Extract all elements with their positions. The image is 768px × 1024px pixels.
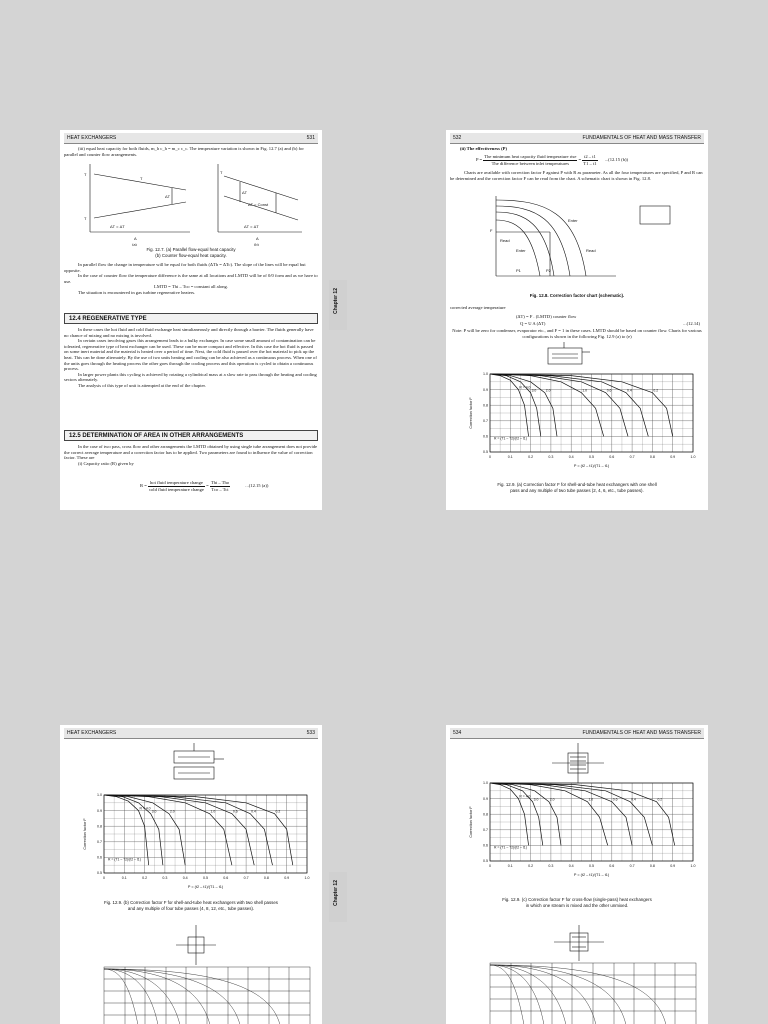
x-tick-label: 0.1: [507, 455, 513, 459]
series-label: 3.0: [533, 797, 539, 802]
series-label: 1.0: [582, 388, 588, 393]
x-tick-label: 0.6: [609, 455, 615, 459]
svg-text:T: T: [84, 216, 87, 221]
page-number: 534: [453, 730, 462, 736]
y-tick-label: 0.9: [483, 387, 488, 392]
x-tick-label: 0.7: [243, 876, 249, 880]
x-tick-label: 0.5: [203, 876, 208, 880]
series-label: 0.2: [653, 388, 659, 393]
svg-text:ΔT: ΔT: [165, 194, 171, 199]
x-tick-label: 0.1: [121, 876, 127, 880]
x-tick-label: 0.4: [568, 864, 574, 868]
y-tick-label: 0.8: [483, 403, 488, 408]
page-header: [64, 728, 318, 739]
series-label: 2.0: [545, 388, 551, 393]
fig-12-9b-chart: [80, 791, 315, 891]
body-text-1: In parallel flow the change in temperature will be equal for both fluids (ΔTh = ΔTc). The slope of the lines will be equal but opposite. In the case of counter flow the temperature difference is the same at all locations and LMTD will be of 0/0 form and as we have to use. LMTD = Thi – Tco = constant all along. The situation is encountered in gas turbine regenerative heaters.: [64, 262, 318, 295]
x-tick-label: 0.5: [589, 864, 594, 868]
series-label: 2.0: [549, 797, 555, 802]
section-12-4-text: In these cases the hot fluid and cold fluid exchange heat simultaneously and directly through a barrier. The fluids generally have no chance of mixing and no mixing is involved. In certain cases involving gases this arrangement leads to a bulky exchanger. In case some small amount of contamination can be tolerated, regenerative type of heat exchanger can be used. These can be more compact and effective. In this case the hot fluid is passed on some inert material and the material is heated over a period of time. Next, the cold fluid is passed over the hot material to pick up the heat. This can be done alternately. By the use of two units heating and cooling can be also achieved as a continuous process. When one of the units goes through the heating process the other goes through the cooling process and this operation is cycled to obtain a continuous process. In larger power plants this cycling is achieved by rotating a cylindrical mass at a slow rate to pass through the heating and cooling sectors alternately. The analysis of this type of unit is attempted at the end of the chapter.: [64, 327, 317, 388]
series-label: 0.6: [606, 388, 612, 393]
y-tick-label: 0.9: [97, 808, 102, 813]
x-tick-label: 0.3: [162, 876, 168, 880]
cross-flow-icon-a: [176, 925, 216, 965]
page-534: [446, 725, 708, 1024]
equation-Q: Q = U A (ΔT): [520, 321, 546, 326]
schem-p1: P1: [516, 268, 521, 273]
section-12-4: 12.4 REGENERATIVE TYPE: [64, 313, 318, 324]
series-label: 2.0: [169, 809, 175, 814]
x-tick-label: 0.2: [528, 864, 534, 868]
chapter-tab: Chapter 12: [329, 280, 347, 330]
equation-Q-number: ...(12.14): [683, 321, 700, 326]
y-tick-label: 0.9: [483, 796, 488, 801]
x-tick-label: 0.4: [182, 876, 188, 880]
series-label: 0.2: [657, 797, 663, 802]
fig-12-9a-caption: Fig. 12.9. (a) Correction factor F for shell-and-tube heat exchangers with one shell pass and any multiple of two tube passes (2, 4, 6, etc., tube passes).: [497, 482, 657, 493]
y-tick-label: 1.0: [483, 372, 488, 377]
schem-read-2: Read: [586, 248, 596, 253]
x-tick-label: 0.5: [589, 455, 594, 459]
header-right: FUNDAMENTALS OF HEAT AND MASS TRANSFER: [582, 135, 701, 141]
x-tick-label: 0.9: [670, 864, 676, 868]
y-tick-label: 0.6: [483, 843, 488, 848]
r-parameter-label: R = (T1 – T2)/(t2 – t1): [108, 857, 141, 862]
effectiveness-heading: (ii) The effectiveness (P): [460, 146, 507, 151]
fig-axis-b: A: [256, 236, 259, 241]
fig-axis-a: A: [134, 236, 137, 241]
fig-12-9c-chart: [466, 779, 701, 879]
page-number: 533: [306, 730, 315, 736]
schem-f: F: [490, 228, 493, 233]
y-tick-label: 0.6: [97, 855, 102, 860]
fig-12-9-partial-chart-1: [100, 965, 315, 1024]
y-tick-label: 1.0: [97, 793, 102, 798]
y-axis-label: Correction factor F: [469, 397, 473, 429]
series-line: [104, 795, 273, 865]
schem-read-1: Read: [500, 238, 510, 243]
r-parameter-label: R = (T1 – T2)/(t2 – t1): [494, 436, 527, 441]
y-axis-label: Correction factor F: [83, 818, 87, 850]
schem-p2: P2: [546, 268, 551, 273]
y-tick-label: 0.7: [97, 840, 102, 844]
y-axis-label: Correction factor F: [469, 806, 473, 838]
series-label: 0.2: [275, 809, 281, 814]
cross-flow-icon-b: [552, 743, 604, 783]
x-tick-label: 0.3: [548, 455, 554, 459]
section-12-5-text: In the case of two pass, cross flow and other arrangements the LMTD obtained by using single tube arrangement does not provide the correct average temperature and a correction factor has to be applied. Two parameters are found to influence the value of correction factor. These are (i) Capacity ratio (R) given by: [64, 444, 318, 466]
y-tick-label: 0.5: [97, 871, 102, 876]
r-parameter-label: R = (T1 – T2)/(t2 – t1): [494, 845, 527, 850]
fig-12-9c-caption: Fig. 12.9. (c) Correction factor F for cross-flow (single-pass) heat exchangers in which one stream is mixed and the other unmixed.: [502, 897, 652, 908]
svg-text:T: T: [84, 172, 87, 177]
page-531: [60, 130, 322, 510]
series-label: 0.4: [631, 797, 636, 802]
fig-label-a: (a): [132, 242, 137, 246]
x-tick-label: 0: [489, 455, 491, 459]
series-label: R = 4.0: [139, 806, 151, 811]
schem-enter-2: Enter: [568, 218, 578, 223]
series-label: 0.4: [251, 809, 256, 814]
fig-12-9-partial-chart-2: [486, 961, 701, 1024]
equation-R: R = $\frac{\text{hot fluid temperature change}}{\text{cold fluid temperature change}}$ = $\frac{\text{Thi – Tho}}{\text{Tco – Tci}}$ ...(12.15 (a)): [140, 480, 269, 492]
note-text: Note: P will be zero for condenser, evaporator etc., and F = 1 in these cases. LMTD should be based on counter flow. Charts for various configurations is shown in the following Fig. 12.9 (a) to (e): [452, 328, 702, 339]
x-tick-label: 0.9: [284, 876, 290, 880]
fig-label-b: (b): [254, 242, 259, 246]
fig-const-label: ΔT = Const: [248, 202, 269, 207]
fig-12-7-diagram: [80, 160, 310, 246]
svg-text:ΔT: ΔT: [242, 190, 248, 195]
equation-P: P = $\frac{\text{The minimum heat capacity fluid temperature rise}}{\text{The difference between inlet temperatures}}$ = $\frac{t2 - t1}{T1 - t1}$ ...(12.15 (b)): [476, 154, 629, 166]
series-label: R = 4.0: [519, 385, 531, 390]
header-right: FUNDAMENTALS OF HEAT AND MASS TRANSFER: [582, 730, 701, 736]
equation-dT: (ΔT) = F . (LMTD) counter flow: [516, 314, 577, 319]
y-tick-label: 0.7: [483, 419, 488, 423]
y-tick-label: 0.5: [483, 859, 488, 864]
series-label: 3.0: [151, 809, 157, 814]
fig-12-7-caption: Fig. 12.7. (a) Parallel flow-equal heat capacity (b) Counter flow-equal heat capacity.: [146, 247, 236, 258]
x-tick-label: 0.2: [142, 876, 148, 880]
page-number: 531: [306, 135, 315, 141]
x-tick-label: 0: [103, 876, 105, 880]
shell-tube-icon-a: [544, 342, 594, 370]
x-tick-label: 1.0: [304, 876, 310, 880]
section-12-5: 12.5 DETERMINATION OF AREA IN OTHER ARRANGEMENTS: [64, 430, 318, 441]
fig-12-9a-chart: [466, 370, 701, 470]
page-header: [64, 133, 318, 144]
x-tick-label: 0.8: [263, 876, 269, 880]
x-tick-label: 0.7: [629, 455, 635, 459]
schem-enter-1: Enter: [516, 248, 526, 253]
x-tick-label: 0.6: [223, 876, 229, 880]
series-label: 3.0: [531, 388, 537, 393]
y-tick-label: 0.8: [483, 812, 488, 817]
x-tick-label: 0.1: [507, 864, 513, 868]
page-header: [450, 133, 704, 144]
x-tick-label: 0.8: [649, 864, 655, 868]
shell-tube-icon-b: [168, 743, 228, 787]
x-tick-label: 0.4: [568, 455, 574, 459]
y-tick-label: 1.0: [483, 781, 488, 786]
x-tick-label: 0.3: [548, 864, 554, 868]
page-header: [450, 728, 704, 739]
corrected-label: corrected average temperature: [450, 305, 506, 310]
x-tick-label: 0: [489, 864, 491, 868]
series-label: 1.0: [588, 797, 594, 802]
svg-text:T: T: [140, 176, 143, 181]
body-text-2: Charts are available with correction factor F against P with R as parameter. As all the four temperatures are specified, P and R can be determined and the correction factor F can be read from the chart. A schematic chart is shown in Fig. 12.8.: [450, 170, 703, 181]
svg-text:ΔT = ΔT: ΔT = ΔT: [110, 224, 125, 229]
series-label: 0.6: [612, 797, 618, 802]
intro-text: (iii) equal heat capacity for both fluids, m_h c_h = m_c c_c. The temperature variation is shown in Fig. 12.7 (a) and (b) for parallel and counter flow arrangements.: [64, 146, 304, 157]
x-tick-label: 0.2: [528, 455, 534, 459]
x-tick-label: 0.6: [609, 864, 615, 868]
y-tick-label: 0.8: [97, 824, 102, 829]
x-axis-label: P = (t2 – t1)/(T1 – t1): [573, 873, 610, 877]
series-label: 1.0: [210, 809, 216, 814]
cross-flow-icon-c: [554, 925, 604, 961]
y-tick-label: 0.5: [483, 450, 488, 455]
header-left: HEAT EXCHANGERS: [67, 135, 117, 141]
x-tick-label: 1.0: [690, 864, 696, 868]
x-axis-label: P = (t2 – t1)/(T1 – t1): [573, 464, 610, 468]
y-tick-label: 0.6: [483, 434, 488, 439]
series-label: 0.6: [232, 809, 238, 814]
svg-text:T: T: [220, 170, 223, 175]
x-axis-label: P = (t2 – t1)/(T1 – t1): [187, 885, 224, 889]
fig-12-8-caption: Fig. 12.8. Correction factor chart (schematic).: [529, 293, 625, 298]
chapter-tab-2: Chapter 12: [329, 872, 347, 922]
page-532: [446, 130, 708, 510]
fig-12-9b-caption: Fig. 12.9. (b) Correction factor F for shell-and-tube heat exchangers with two shell passes and any multiple of four tube passes (4, 8, 12, etc., tube passes).: [103, 900, 278, 911]
x-tick-label: 0.9: [670, 455, 676, 459]
series-label: R = 4.0: [519, 794, 531, 799]
page-number: 532: [453, 135, 462, 141]
svg-text:ΔT = ΔT: ΔT = ΔT: [244, 224, 259, 229]
x-tick-label: 0.8: [649, 455, 655, 459]
series-label: 0.4: [627, 388, 632, 393]
x-tick-label: 0.7: [629, 864, 635, 868]
fig-12-8-schematic: [486, 192, 686, 288]
y-tick-label: 0.7: [483, 828, 488, 832]
x-tick-label: 1.0: [690, 455, 696, 459]
page-533: [60, 725, 322, 1024]
header-left: HEAT EXCHANGERS: [67, 730, 117, 736]
